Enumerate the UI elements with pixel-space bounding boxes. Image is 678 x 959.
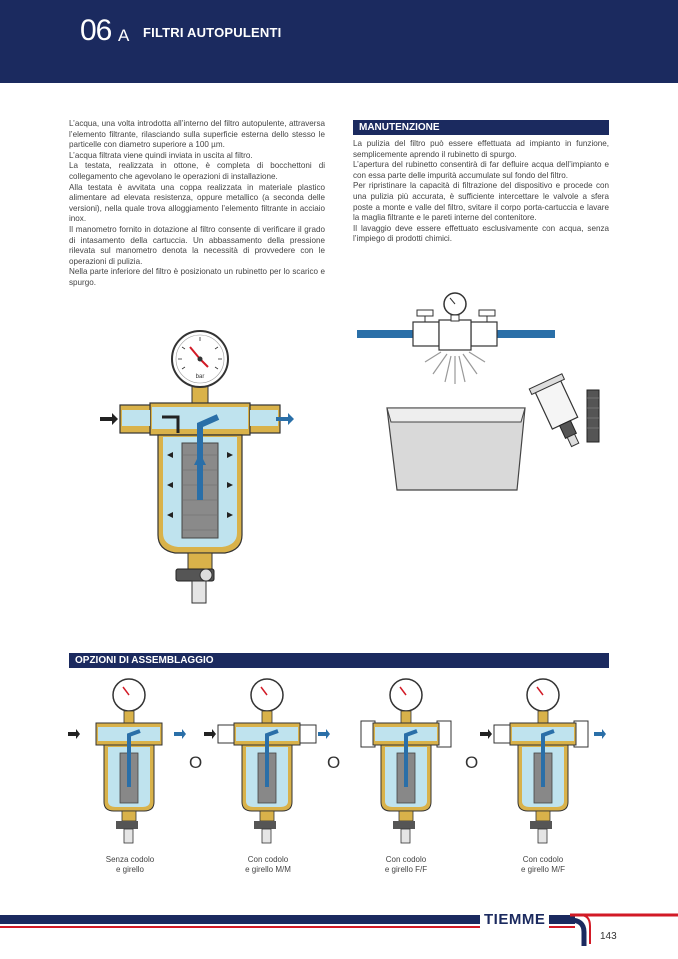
maintenance-illustration [355, 290, 610, 505]
option-label-line1: Con codolo [247, 855, 289, 864]
maintenance-heading: MANUTENZIONE [353, 120, 609, 135]
assembly-option-illustration [480, 677, 610, 852]
option-label-line2: e girello [115, 864, 144, 874]
option-label-line2: e girello F/F [384, 864, 428, 874]
brand-logo: TIEMME [480, 911, 549, 928]
filter-cross-section-illustration [90, 325, 310, 615]
option-label-line2: e girello M/M [245, 864, 291, 874]
assembly-option-illustration [343, 677, 473, 852]
maintenance-text [353, 139, 609, 245]
intro-text [69, 119, 325, 289]
assembly-option-label [75, 855, 185, 874]
assembly-option-label [351, 855, 461, 874]
assembly-option-illustration [204, 677, 334, 852]
gauge-unit-label: bar [195, 374, 205, 380]
intro-paragraph: L’acqua, una volta introdotta all’interno del filtro autopulente, attraversa l’elemento filtrante, rilasciando sulla superficie esterna dello stesso le particelle con diametro superiore a 100 µm. [69, 119, 325, 150]
option-label-line1: Senza codolo [105, 855, 155, 864]
intro-paragraph: Alla testata è avvitata una coppa realizzata in materiale plastico alimentare ad elevata resistenza, oppure metallico (a seconda delle versioni), nella quale trova alloggiamento l’elemento filtrante in acciaio inox. [69, 182, 325, 224]
maintenance-paragraph: La pulizia del filtro può essere effettuata ad impianto in funzione, semplicemente aprendo il rubinetto di spurgo. [353, 139, 609, 159]
assembly-option-illustration [66, 677, 196, 852]
assembly-option-label [213, 855, 323, 874]
maintenance-paragraph: Per ripristinare la capacità di filtrazione del dispositivo e procede con una pulizia più accurata, è sufficiente intercettare le valvole a sfera poste a monte e valle del filtro, svitare il corpo porta-cartuccia e lavare la maglia filtrante e le pareti interne del contenitore. [353, 181, 609, 223]
assembly-option-label [488, 855, 598, 874]
section-title: FILTRI AUTOPULENTI [143, 25, 282, 40]
option-label-line1: Con codolo [522, 855, 564, 864]
intro-paragraph: L’acqua filtrata viene quindi inviata in uscita al filtro. [69, 150, 253, 160]
page-number: 143 [600, 931, 617, 942]
footer-curve-decoration [570, 912, 678, 946]
section-number: 06 [80, 14, 112, 47]
intro-paragraph: La testata, realizzata in ottone, è completa di bocchettoni di collegamento che agevolano le operazioni di installazione. [69, 161, 325, 181]
intro-paragraph: Il manometro fornito in dotazione al filtro consente di verificare il grado di intasamento della cartuccia. Un abbassamento della pressione rilevata sul manometro denota la necessità di provvedere con le operazioni di pulizia. [69, 224, 325, 266]
section-letter: A [118, 26, 130, 45]
page-header [0, 0, 678, 83]
assembly-heading: OPZIONI DI ASSEMBLAGGIO [69, 653, 609, 668]
maintenance-paragraph: L’apertura del rubinetto consentirà di far defluire acqua dell’impianto e con essa parte delle impurità accumulate sul fondo del filtro. [353, 160, 609, 180]
intro-paragraph: Nella parte inferiore del filtro è posizionato un rubinetto per lo scarico e spurgo. [69, 267, 325, 287]
option-label-line2: e girello M/F [520, 864, 565, 874]
or-separator: O [189, 753, 203, 772]
or-separator: O [465, 753, 479, 772]
maintenance-paragraph: Il lavaggio deve essere effettuato esclusivamente con acqua, senza l’impiego di prodotti chimici. [353, 223, 609, 244]
or-separator: O [327, 753, 341, 772]
option-label-line1: Con codolo [385, 855, 427, 864]
